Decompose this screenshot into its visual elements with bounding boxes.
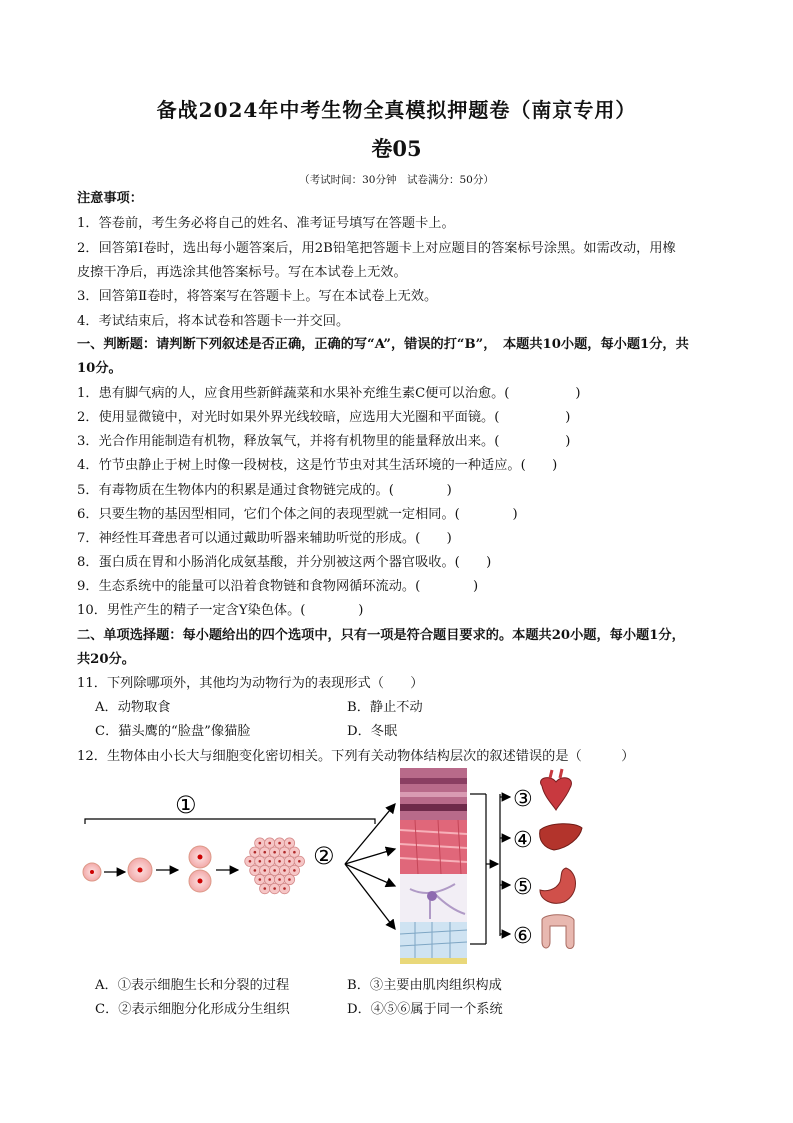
cluster-cell-nucleus	[273, 851, 276, 854]
cluster-cell-nucleus	[254, 851, 257, 854]
notice-item: 4．考试结束后，将本试卷和答题卡一并交回。	[77, 314, 350, 329]
stomach-icon	[540, 868, 576, 903]
cluster-cell-nucleus	[293, 869, 296, 872]
notice-item: 1．答卷前，考生务必将自己的姓名、准考证号填写在答题卡上。	[77, 216, 455, 231]
question-1: 1．患有脚气病的人，应食用些新鲜蔬菜和水果补充维生素C便可以治愈。( )	[77, 386, 581, 401]
notice-item: 皮擦干净后，再选涂其他答案标号。写在本试卷上无效。	[77, 265, 407, 280]
q12-option-d: D．④⑤⑥属于同一个系统	[347, 1002, 503, 1017]
cluster-cell-nucleus	[268, 860, 271, 863]
question-4: 4．竹节虫静止于树上时像一段树枝，这是竹节虫对其生活环境的一种适应。( )	[77, 458, 558, 473]
q12-option-a: A．①表示细胞生长和分裂的过程	[95, 978, 290, 993]
question-9: 9．生态系统中的能量可以沿着食物链和食物网循环流动。( )	[77, 579, 479, 594]
cluster-cell-nucleus	[263, 887, 266, 890]
epithelial-tissue-image	[400, 922, 467, 964]
cell-nucleus	[198, 855, 203, 860]
question-7: 7．神经性耳聋患者可以通过戴助听器来辅助听觉的形成。( )	[77, 531, 452, 546]
section2-heading-cont: 共20分。	[77, 652, 135, 667]
label-3: ③	[513, 787, 533, 812]
muscle-tissue-image	[400, 768, 467, 820]
cluster-cell-nucleus	[273, 869, 276, 872]
cluster-cell-nucleus	[263, 851, 266, 854]
cluster-cell-nucleus	[288, 878, 291, 881]
cluster-cell-nucleus	[268, 842, 271, 845]
bracket-line	[85, 819, 375, 824]
q11-option-c: C．猫头鹰的“脸盘”像猫脸	[95, 724, 251, 739]
exam-title: 备战2024年中考生物全真模拟押题卷（南京专用）	[156, 98, 637, 122]
smooth-muscle-image	[400, 820, 467, 874]
cluster-cell-nucleus	[288, 842, 291, 845]
question-11-stem: 11．下列除哪项外，其他均为动物行为的表现形式（ ）	[77, 676, 424, 691]
notice-item: 3．回答第Ⅱ卷时，将答案写在答题卡上。写在本试卷上无效。	[77, 289, 438, 304]
section1-heading-cont: 10分。	[77, 361, 122, 376]
cell-nucleus	[138, 868, 143, 873]
label-5: ⑤	[513, 875, 533, 900]
cluster-cell-nucleus	[254, 869, 257, 872]
cell-cluster	[245, 838, 305, 894]
tissue-images	[400, 768, 467, 964]
cluster-cell-nucleus	[273, 887, 276, 890]
cell-sequence	[83, 846, 238, 892]
cluster-cell-nucleus	[278, 860, 281, 863]
cell-nucleus	[90, 870, 94, 874]
cluster-cell-nucleus	[278, 842, 281, 845]
label-4: ④	[513, 828, 533, 853]
intestine-icon	[542, 915, 574, 949]
cell-nucleus	[198, 879, 203, 884]
cluster-cell-nucleus	[268, 878, 271, 881]
organ-bracket	[470, 794, 510, 944]
cluster-cell-nucleus	[259, 860, 262, 863]
cluster-cell-nucleus	[283, 869, 286, 872]
cluster-cell-nucleus	[298, 860, 301, 863]
notice-heading: 注意事项：	[77, 191, 143, 206]
liver-icon	[540, 824, 582, 850]
q12-option-b: B．③主要由肌肉组织构成	[347, 978, 502, 993]
question-12-stem: 12．生物体由小长大与细胞变化密切相关。下列有关动物体结构层次的叙述错误的是（ ）	[77, 749, 635, 764]
cluster-cell-nucleus	[249, 860, 252, 863]
q11-option-d: D．冬眠	[347, 724, 398, 739]
question-8: 8．蛋白质在胃和小肠消化成氨基酸，并分别被这两个器官吸收。( )	[77, 555, 492, 570]
q11-option-b: B．静止不动	[347, 700, 423, 715]
cluster-cell-nucleus	[259, 878, 262, 881]
cluster-cell-nucleus	[263, 869, 266, 872]
section1-heading: 一、判断题：请判断下列叙述是否正确，正确的写“A”，错误的打“B”， 本题共10小题，每小题1分，共	[77, 337, 689, 352]
label-1: ①	[175, 791, 197, 819]
question-10: 10．男性产生的精子一定含Y染色体。( )	[77, 603, 364, 618]
section2-heading: 二、单项选择题：每小题给出的四个选项中，只有一项是符合题目要求的。本题共20小题，每小题1分，	[77, 628, 685, 643]
question-6: 6．只要生物的基因型相同，它们个体之间的表现型就一定相同。( )	[77, 507, 518, 522]
differentiation-arrows	[345, 804, 395, 929]
exam-info: （考试时间：30分钟 试卷满分：50分）	[299, 174, 494, 186]
question-2: 2．使用显微镜中，对光时如果外界光线较暗，应选用大光圈和平面镜。( )	[77, 410, 571, 425]
cluster-cell-nucleus	[288, 860, 291, 863]
heart-icon	[541, 769, 572, 810]
q11-option-a: A．动物取食	[95, 700, 171, 715]
nerve-tissue-image	[400, 874, 467, 922]
notice-item: 2．回答第Ⅰ卷时，选出每小题答案后，用2B铅笔把答题卡上对应题目的答案标号涂黑。如需改动，用橡	[77, 241, 676, 256]
question-3: 3．光合作用能制造有机物，释放氧气，并将有机物里的能量释放出来。( )	[77, 434, 571, 449]
cluster-cell-nucleus	[283, 887, 286, 890]
cluster-cell-nucleus	[259, 842, 262, 845]
label-6: ⑥	[513, 924, 533, 949]
cluster-cell-nucleus	[283, 851, 286, 854]
q12-option-c: C．②表示细胞分化形成分生组织	[95, 1002, 290, 1017]
question-5: 5．有毒物质在生物体内的积累是通过食物链完成的。( )	[77, 483, 452, 498]
cluster-cell-nucleus	[278, 878, 281, 881]
cluster-cell-nucleus	[293, 851, 296, 854]
label-2: ②	[313, 842, 335, 870]
exam-subtitle: 卷05	[371, 136, 422, 161]
structure-level-diagram	[70, 764, 600, 974]
